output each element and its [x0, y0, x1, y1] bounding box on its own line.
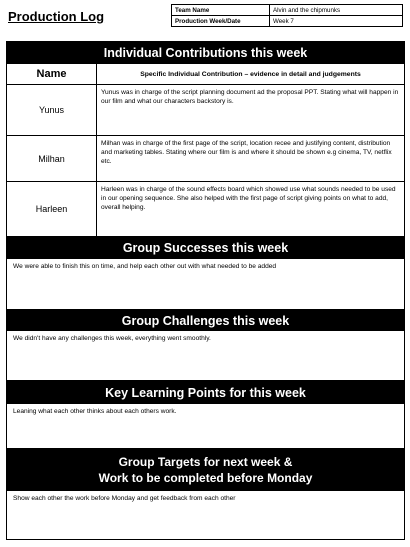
- contribution-row-harleen: [7, 182, 404, 237]
- team-name-value[interactable]: Alvin and the chipmunks: [270, 5, 403, 16]
- contribution-column-header: Specific Individual Contribution – evidence in detail and judgements: [140, 70, 361, 78]
- production-week-row: [172, 16, 403, 27]
- production-week-label: Production Week/Date: [172, 16, 270, 27]
- member-contribution[interactable]: Milhan was in charge of the first page of the script, location recee and justifying content, distribution and marketing tables. Stating where our film is and where it should be shown e.g cinema, TV, netflix etc.: [101, 140, 392, 165]
- key-learning-text[interactable]: Leaning what each other thinks about each others work.: [7, 404, 404, 449]
- group-targets-heading-line-2: Work to be completed before Monday: [98, 471, 313, 485]
- group-successes-heading: Group Successes this week: [7, 237, 404, 259]
- group-challenges-text[interactable]: We didn't have any challenges this week, everything went smoothly.: [7, 331, 404, 381]
- member-contribution[interactable]: Yunus was in charge of the script planning document ad the proposal PPT. Stating what will happen in our film and what our characters backstory is.: [101, 89, 399, 105]
- individual-contributions-heading: Individual Contributions this week: [7, 42, 404, 64]
- production-week-value[interactable]: Week 7: [270, 16, 403, 27]
- team-info-table: [171, 4, 403, 27]
- group-targets-text[interactable]: Show each other the work before Monday and get feedback from each other: [13, 495, 236, 502]
- member-contribution[interactable]: Harleen was in charge of the sound effects board which showed use what sounds needed to be used in our opening sequence. She also helped with the first page of script giving points on what to add, overall helping.: [101, 186, 396, 211]
- key-learning-heading: Key Learning Points for this week: [7, 381, 404, 404]
- member-name: Yunus: [7, 85, 97, 135]
- group-successes-text[interactable]: We were able to finish this on time, and help each other out with what needed to be added: [7, 259, 404, 310]
- page-title: Production Log: [8, 9, 105, 24]
- team-name-label: Team Name: [172, 5, 270, 16]
- member-name: Harleen: [7, 182, 97, 236]
- contribution-row-yunus: [7, 85, 404, 136]
- production-log-form: [6, 41, 405, 540]
- member-name: Milhan: [7, 136, 97, 181]
- group-targets-heading: [7, 449, 404, 491]
- group-targets-heading-line-1: Group Targets for next week &: [118, 455, 293, 469]
- contribution-row-milhan: [7, 136, 404, 182]
- team-name-row: [172, 5, 403, 16]
- contributions-header-row: [7, 64, 404, 85]
- group-challenges-heading: Group Challenges this week: [7, 310, 404, 331]
- name-column-header: Name: [7, 64, 97, 84]
